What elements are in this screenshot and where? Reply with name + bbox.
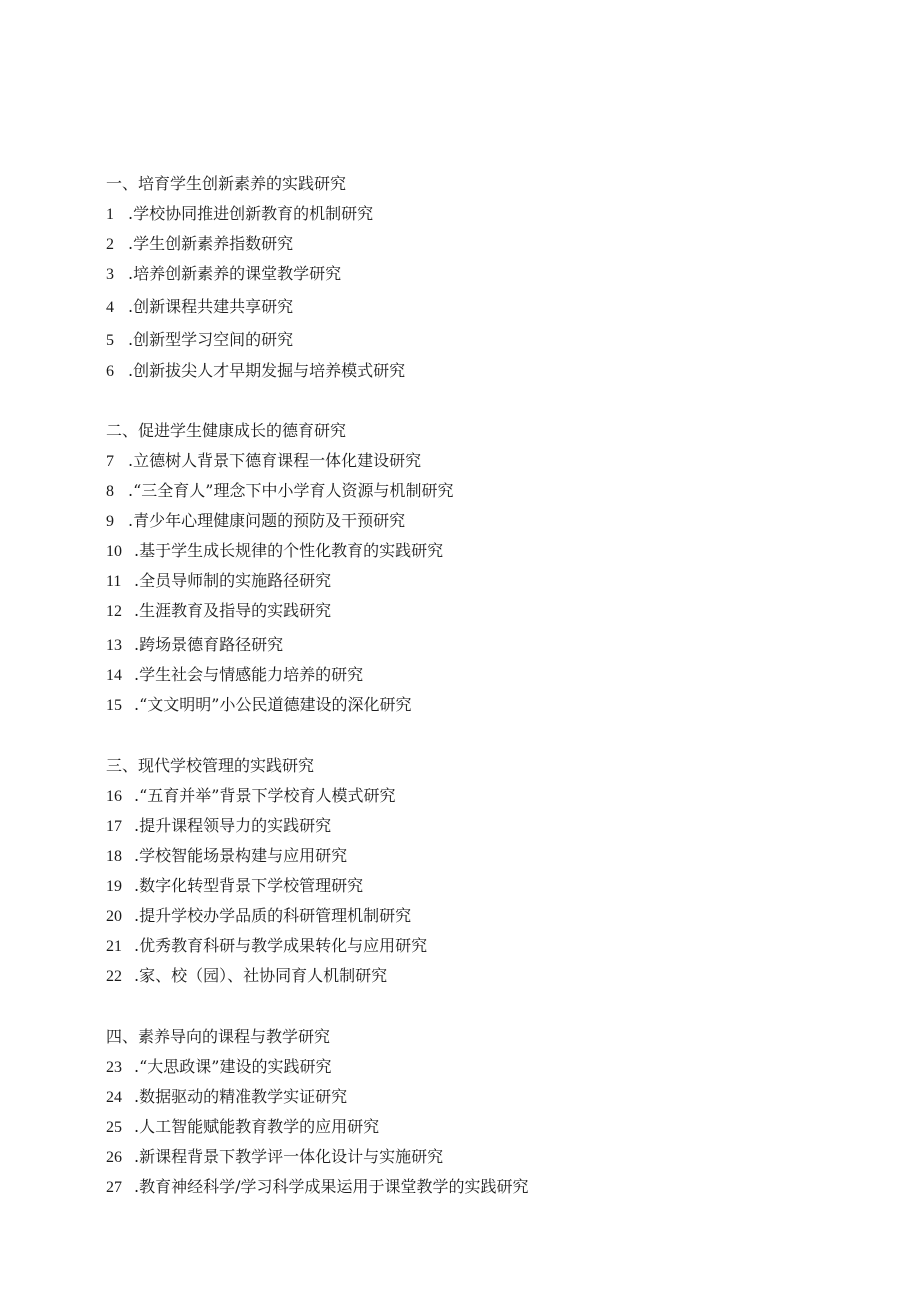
- item-number: 17: [106, 818, 122, 835]
- item-text: .“五育并举”背景下学校育人模式研究: [134, 786, 396, 805]
- item-number: 10: [106, 543, 122, 560]
- item-text: .学生社会与情感能力培养的研究: [134, 665, 364, 684]
- item-number: 16: [106, 788, 122, 805]
- item-number: 15: [106, 697, 122, 714]
- list-item: [106, 204, 373, 225]
- list-item: [106, 234, 293, 255]
- list-item: [106, 635, 283, 656]
- item-text: .基于学生成长规律的个性化教育的实践研究: [134, 541, 444, 560]
- list-item: [106, 541, 443, 562]
- list-item: [106, 330, 293, 351]
- item-number: 1: [106, 206, 114, 223]
- list-item: [106, 1057, 331, 1078]
- item-text: .“三全育人”理念下中小学育人资源与机制研究: [128, 481, 454, 500]
- item-number: 14: [106, 667, 122, 684]
- item-text: .数字化转型背景下学校管理研究: [134, 876, 364, 895]
- item-text: .新课程背景下教学评一体化设计与实施研究: [134, 1147, 444, 1166]
- item-number: 13: [106, 637, 122, 654]
- item-number: 12: [106, 603, 122, 620]
- list-item: [106, 906, 411, 927]
- list-item: [106, 1177, 528, 1198]
- item-text: .家、校（园）、社协同育人机制研究: [134, 966, 388, 985]
- list-item: [106, 936, 427, 957]
- item-number: 9: [106, 513, 114, 530]
- list-item: [106, 876, 363, 897]
- item-number: 6: [106, 363, 114, 380]
- list-item: [106, 511, 405, 532]
- list-item: [106, 1147, 443, 1168]
- list-item: [106, 451, 421, 472]
- list-item: [106, 361, 405, 382]
- item-text: .青少年心理健康问题的预防及干预研究: [128, 511, 406, 530]
- section-heading: 一、培育学生创新素养的实践研究: [106, 174, 347, 193]
- item-number: 2: [106, 236, 114, 253]
- section-heading: 四、素养导向的课程与教学研究: [106, 1027, 331, 1046]
- item-text: .立德树人背景下德育课程一体化建设研究: [128, 451, 422, 470]
- item-number: 25: [106, 1119, 122, 1136]
- item-number: 20: [106, 908, 122, 925]
- item-number: 23: [106, 1059, 122, 1076]
- list-item: [106, 816, 331, 837]
- list-item: [106, 481, 453, 502]
- list-item: [106, 1087, 347, 1108]
- item-text: .跨场景德育路径研究: [134, 635, 284, 654]
- item-text: .数据驱动的精准教学实证研究: [134, 1087, 348, 1106]
- list-item: [106, 297, 293, 318]
- item-number: 7: [106, 453, 114, 470]
- item-number: 5: [106, 332, 114, 349]
- item-text: .学校智能场景构建与应用研究: [134, 846, 348, 865]
- item-number: 4: [106, 299, 114, 316]
- item-number: 27: [106, 1179, 122, 1196]
- item-number: 19: [106, 878, 122, 895]
- list-item: [106, 966, 387, 987]
- item-text: .全员导师制的实施路径研究: [134, 571, 332, 590]
- item-text: .提升课程领导力的实践研究: [134, 816, 332, 835]
- item-text: .人工智能赋能教育教学的应用研究: [134, 1117, 380, 1136]
- list-item: [106, 665, 363, 686]
- list-item: [106, 846, 347, 867]
- item-number: 11: [106, 573, 122, 590]
- item-number: 3: [106, 266, 114, 283]
- list-item: [106, 695, 411, 716]
- item-text: .提升学校办学品质的科研管理机制研究: [134, 906, 412, 925]
- item-text: .优秀教育科研与教学成果转化与应用研究: [134, 936, 428, 955]
- item-text: .学校协同推进创新教育的机制研究: [128, 204, 374, 223]
- item-number: 26: [106, 1149, 122, 1166]
- list-item: [106, 571, 331, 592]
- item-text: .“大思政课”建设的实践研究: [134, 1057, 332, 1076]
- item-number: 18: [106, 848, 122, 865]
- item-number: 22: [106, 968, 122, 985]
- item-number: 24: [106, 1089, 122, 1106]
- list-item: [106, 786, 395, 807]
- section-heading: 三、现代学校管理的实践研究: [106, 756, 315, 775]
- item-number: 21: [106, 938, 122, 955]
- item-text: .创新拔尖人才早期发掘与培养模式研究: [128, 361, 406, 380]
- item-text: .创新型学习空间的研究: [128, 330, 294, 349]
- section-heading: 二、促进学生健康成长的德育研究: [106, 421, 347, 440]
- item-text: .培养创新素养的课堂教学研究: [128, 264, 342, 283]
- list-item: [106, 264, 341, 285]
- item-text: .生涯教育及指导的实践研究: [134, 601, 332, 620]
- list-item: [106, 1117, 379, 1138]
- item-text: .“文文明明”小公民道德建设的深化研究: [134, 695, 412, 714]
- item-text: .创新课程共建共享研究: [128, 297, 294, 316]
- list-item: [106, 601, 331, 622]
- item-text: .教育神经科学/学习科学成果运用于课堂教学的实践研究: [134, 1177, 529, 1196]
- item-number: 8: [106, 483, 114, 500]
- item-text: .学生创新素养指数研究: [128, 234, 294, 253]
